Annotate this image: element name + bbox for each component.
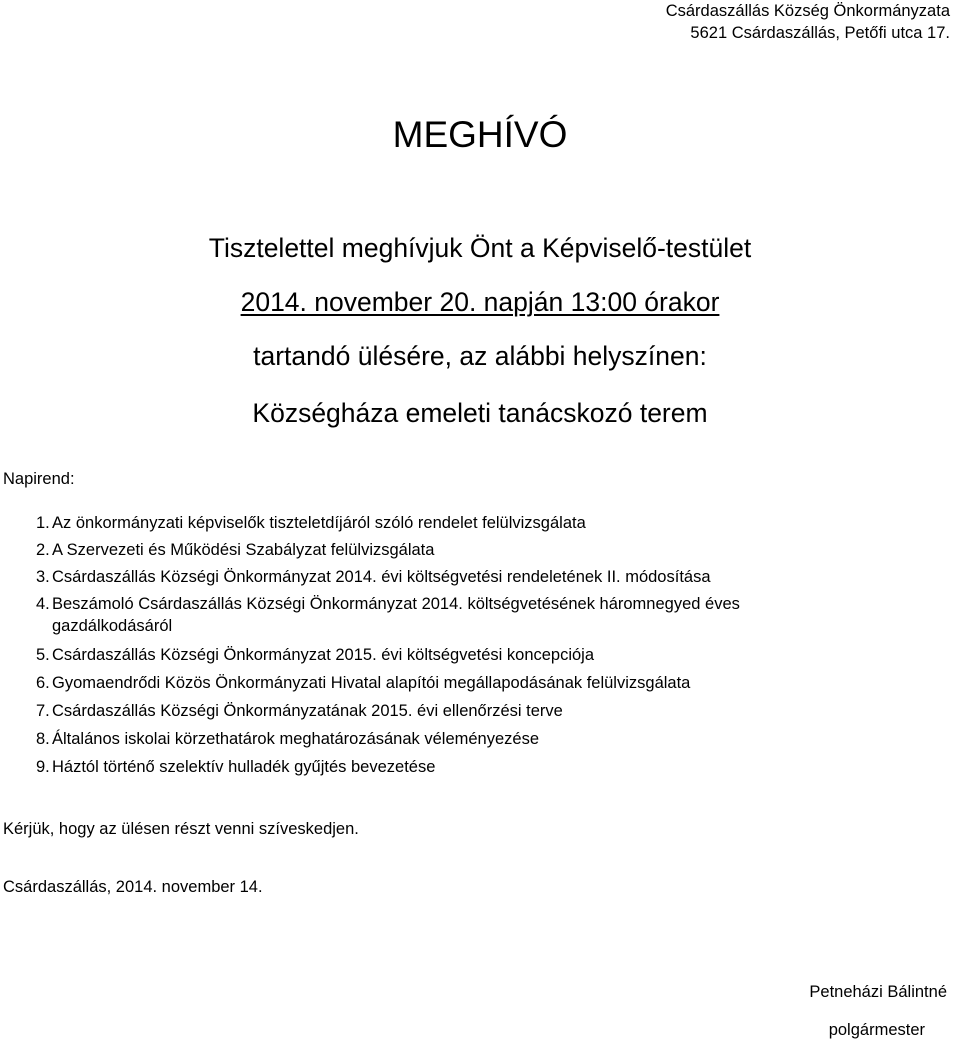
closing-request: Kérjük, hogy az ülésen részt venni szíveskedjen. — [3, 820, 359, 838]
agenda-heading: Napirend: — [3, 470, 75, 488]
agenda-item-text: Általános iskolai körzethatárok meghatározásának véleményezése — [52, 730, 540, 748]
agenda-item-text: A Szervezeti és Működési Szabályzat felülvizsgálata — [52, 541, 435, 559]
invitation-line-1: Tisztelettel meghívjuk Önt a Képviselő-testület — [208, 233, 752, 263]
agenda-item-text: Csárdaszállás Községi Önkormányzatának 2015. évi ellenőrzési terve — [52, 702, 563, 720]
agenda-item — [36, 700, 836, 722]
agenda-item-number: 7. — [36, 702, 50, 720]
agenda-item-text: Beszámoló Csárdaszállás Községi Önkormányzat 2014. költségvetésének háromnegyed éves gazdálkodásáról — [52, 595, 740, 635]
agenda-item — [36, 756, 836, 778]
signatory-name: Petneházi Bálintné — [809, 983, 947, 1001]
agenda-item — [36, 672, 836, 694]
document-title: MEGHÍVÓ — [392, 114, 568, 155]
agenda-item — [36, 644, 836, 666]
sender-name: Csárdaszállás Község Önkormányzata — [665, 2, 950, 20]
agenda-item-number: 5. — [36, 646, 50, 664]
invitation-line-3: tartandó ülésére, az alábbi helyszínen: — [253, 341, 707, 371]
invitation-date-text: 2014. november 20. napján 13:00 órakor — [240, 287, 720, 317]
agenda-item — [36, 728, 836, 750]
agenda-item-number: 6. — [36, 674, 50, 692]
agenda-item-number: 4. — [36, 595, 50, 613]
invitation-date-line — [0, 286, 960, 318]
agenda-item-number: 8. — [36, 730, 50, 748]
signatory-title: polgármester — [828, 1021, 925, 1039]
agenda-item-number: 9. — [36, 758, 50, 776]
agenda-item-number: 1. — [36, 514, 50, 532]
agenda-item — [36, 539, 836, 561]
place-and-date: Csárdaszállás, 2014. november 14. — [3, 878, 263, 896]
agenda-item — [36, 593, 826, 637]
agenda-item-text: Csárdaszállás Községi Önkormányzat 2014. évi költségvetési rendeletének II. módosítása — [52, 568, 711, 586]
meeting-location: Községháza emeleti tanácskozó terem — [252, 398, 708, 428]
agenda-item-text: Az önkormányzati képviselők tiszteletdíjáról szóló rendelet felülvizsgálata — [52, 514, 586, 532]
sender-address: 5621 Csárdaszállás, Petőfi utca 17. — [690, 24, 950, 42]
agenda-item-text: Háztól történő szelektív hulladék gyűjtés bevezetése — [52, 758, 436, 776]
agenda-item — [36, 512, 836, 534]
agenda-item-text: Csárdaszállás Községi Önkormányzat 2015. évi költségvetési koncepciója — [52, 646, 595, 664]
agenda-item — [36, 566, 836, 588]
agenda-item-number: 3. — [36, 568, 50, 586]
agenda-item-text: Gyomaendrődi Közös Önkormányzati Hivatal alapítói megállapodásának felülvizsgálata — [52, 674, 691, 692]
agenda-item-number: 2. — [36, 541, 50, 559]
